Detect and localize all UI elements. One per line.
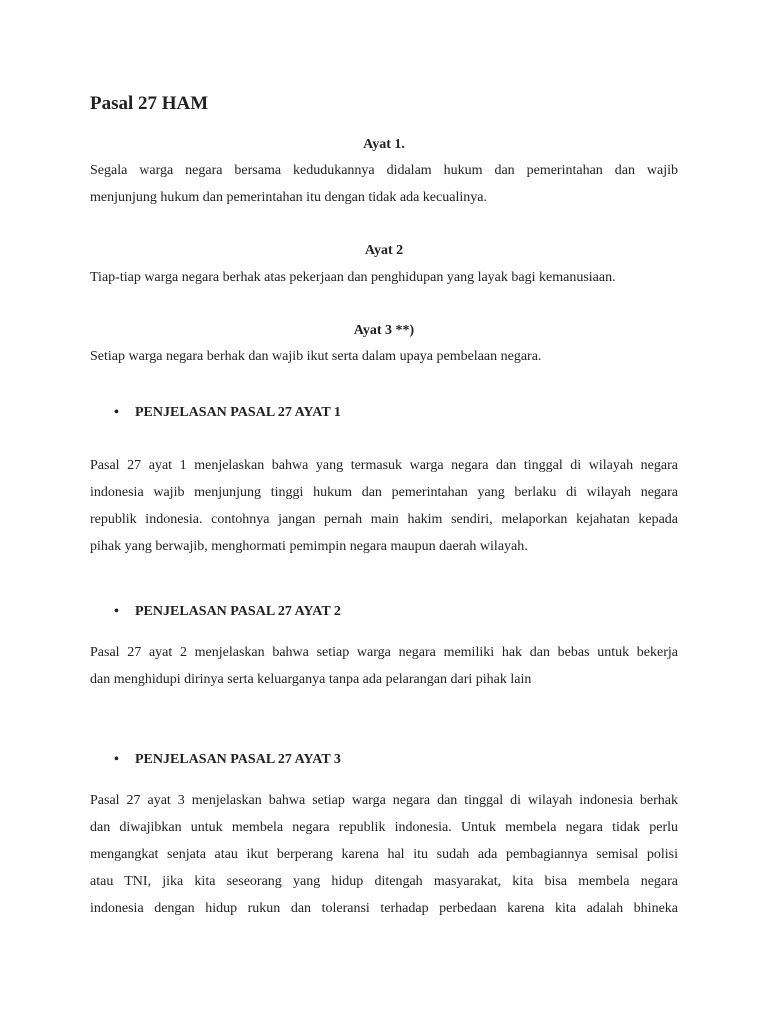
- ayat-2-heading: Ayat 2: [364, 243, 404, 258]
- ayat-3-line-1: Setiap warga negara berhak dan wajib ikut serta dalam upaya pembelaan negara.: [90, 349, 542, 364]
- bullet-icon: •: [114, 752, 119, 767]
- penjelasan-2-paragraph: [90, 639, 678, 693]
- ayat-3-heading: Ayat 3 **): [353, 323, 415, 338]
- page-title: Pasal 27 HAM: [90, 93, 209, 114]
- penjelasan-2-line-1: Pasal 27 ayat 2 menjelaskan bahwa setiap warga negara memiliki hak dan bebas untuk bekerja: [90, 645, 678, 660]
- penjelasan-3-line-4: atau TNI, jika kita seseorang yang hidup ditengah masyarakat, kita bisa membela negara: [90, 874, 678, 889]
- ayat-2-paragraph: [90, 264, 678, 291]
- penjelasan-3-line-3: mengangkat senjata atau ikut berperang karena hal itu sudah ada pembagiannya semisal polisi: [90, 847, 678, 862]
- ayat-1-line-2: menjunjung hukum dan pemerintahan itu dengan tidak ada kecualinya.: [90, 190, 487, 205]
- penjelasan-1-heading: PENJELASAN PASAL 27 AYAT 1: [135, 405, 341, 420]
- bullet-icon: •: [114, 604, 119, 619]
- penjelasan-1-line-4: pihak yang berwajib, menghormati pemimpin negara maupun daerah wilayah.: [90, 539, 528, 554]
- penjelasan-3-line-2: dan diwajibkan untuk membela negara republik indonesia. Untuk membela negara tidak perlu: [90, 820, 678, 835]
- penjelasan-1-paragraph: [90, 452, 678, 560]
- penjelasan-1-line-3: republik indonesia. contohnya jangan pernah main hakim sendiri, melaporkan kejahatan kepada: [90, 512, 678, 527]
- ayat-1-heading: Ayat 1.: [363, 137, 405, 152]
- penjelasan-1-line-2: indonesia wajib menjunjung tinggi hukum dan pemerintahan yang berlaku di wilayah negara: [90, 485, 678, 500]
- ayat-3-paragraph: [90, 343, 678, 370]
- penjelasan-2-heading: PENJELASAN PASAL 27 AYAT 2: [135, 604, 341, 619]
- penjelasan-3-heading: PENJELASAN PASAL 27 AYAT 3: [135, 752, 341, 767]
- penjelasan-2-line-2: dan menghidupi dirinya serta keluarganya tanpa ada pelarangan dari pihak lain: [90, 672, 532, 687]
- penjelasan-3-line-5: indonesia dengan hidup rukun dan toleransi terhadap perbedaan karena kita adalah bhineka: [90, 901, 678, 916]
- ayat-1-paragraph: [90, 157, 678, 211]
- penjelasan-3-paragraph: [90, 787, 678, 922]
- penjelasan-1-line-1: Pasal 27 ayat 1 menjelaskan bahwa yang termasuk warga negara dan tinggal di wilayah negara: [90, 458, 678, 473]
- bullet-icon: •: [114, 405, 119, 420]
- ayat-1-line-1: Segala warga negara bersama kedudukannya didalam hukum dan pemerintahan dan wajib: [90, 163, 678, 178]
- ayat-2-line-1: Tiap-tiap warga negara berhak atas pekerjaan dan penghidupan yang layak bagi kemanusiaan.: [90, 270, 616, 285]
- penjelasan-3-line-1: Pasal 27 ayat 3 menjelaskan bahwa setiap warga negara dan tinggal di wilayah indonesia berhak: [90, 793, 678, 808]
